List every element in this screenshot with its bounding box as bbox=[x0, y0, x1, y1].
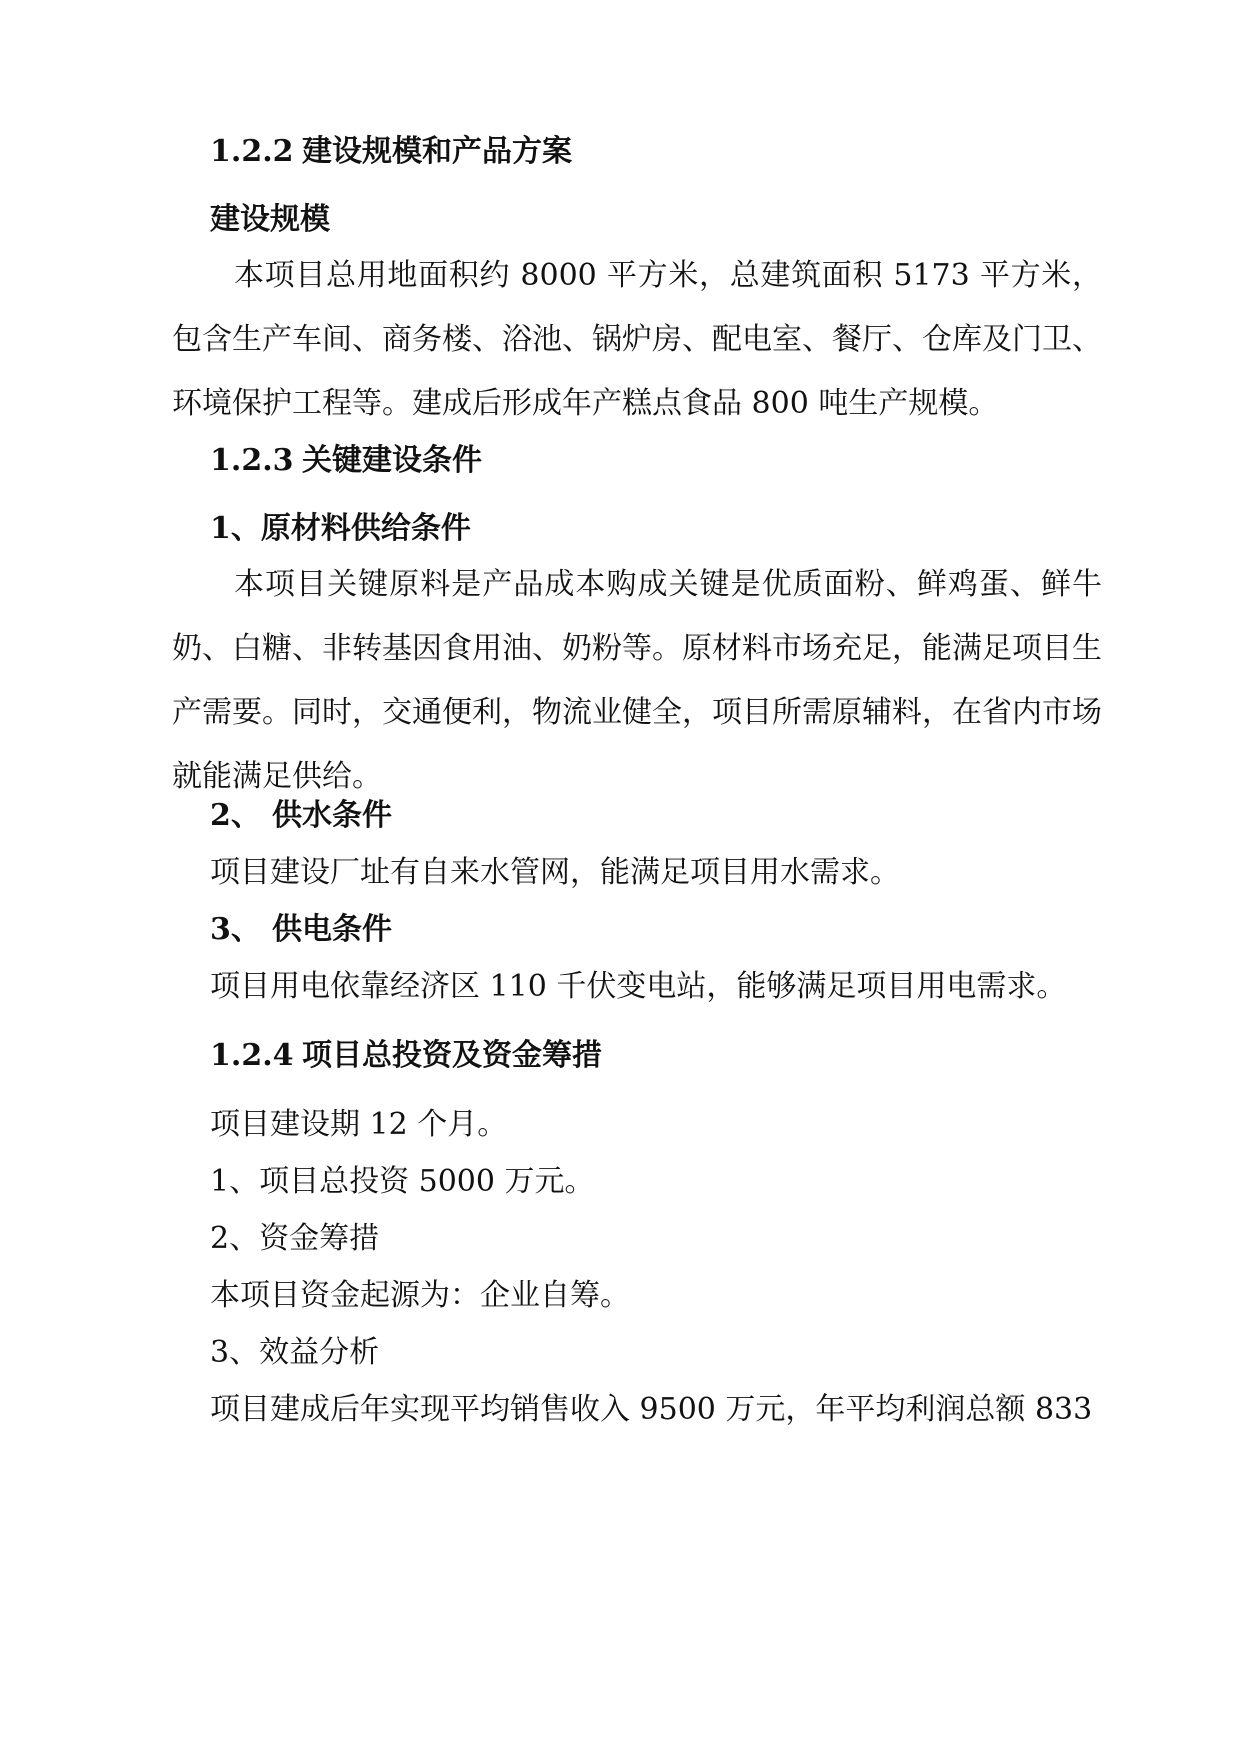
item-number: 3、 bbox=[210, 912, 261, 947]
subheading-power-supply bbox=[210, 910, 392, 950]
benefit-text: 项目建成后年实现平均销售收入 9500 万元，年平均利润总额 833 bbox=[210, 1392, 1093, 1427]
benefit-heading: 3、效益分析 bbox=[210, 1335, 380, 1370]
section-number: 1.2.3 bbox=[210, 443, 294, 478]
funding-source: 本项目资金起源为：企业自筹。 bbox=[210, 1278, 630, 1313]
paragraph-raw-material: 本项目关键原料是产品成本购成关键是优质面粉、鲜鸡蛋、鲜牛奶、白糖、非转基因食用油、奶粉等。原材料市场充足，能满足项目生产需要。同时，交通便利，物流业健全，项目所需原辅料，在省内市场就能满足供给。 bbox=[172, 567, 1102, 794]
subheading-construction-scale: 建设规模 bbox=[210, 202, 330, 237]
item-number: 2、 bbox=[210, 798, 261, 833]
section-title: 项目总投资及资金筹措 bbox=[302, 1038, 602, 1073]
section-heading-1-2-3 bbox=[210, 441, 482, 481]
section-title: 建设规模和产品方案 bbox=[302, 134, 572, 169]
subheading-raw-material: 1、原材料供给条件 bbox=[210, 511, 471, 546]
section-heading-1-2-2 bbox=[210, 132, 572, 172]
section-heading-1-2-4 bbox=[210, 1036, 602, 1076]
section-number: 1.2.2 bbox=[210, 134, 294, 169]
paragraph-construction-scale: 本项目总用地面积约 8000 平方米，总建筑面积 5173 平方米，包含生产车间、商务楼、浴池、锅炉房、配电室、餐厅、仓库及门卫、环境保护工程等。建成后形成年产糕点食品 800 吨生产规模。 bbox=[172, 258, 1102, 421]
item-title: 供电条件 bbox=[272, 912, 392, 947]
paragraph-power-supply: 项目用电依靠经济区 110 千伏变电站，能够满足项目用电需求。 bbox=[210, 969, 1067, 1004]
construction-period: 项目建设期 12 个月。 bbox=[210, 1107, 508, 1142]
item-title: 供水条件 bbox=[272, 798, 392, 833]
total-investment: 1、项目总投资 5000 万元。 bbox=[210, 1164, 595, 1199]
subheading-water-supply bbox=[210, 796, 392, 836]
funding-heading: 2、资金筹措 bbox=[210, 1221, 380, 1256]
paragraph-water-supply: 项目建设厂址有自来水管网，能满足项目用水需求。 bbox=[210, 855, 900, 890]
section-title: 关键建设条件 bbox=[302, 443, 482, 478]
section-number: 1.2.4 bbox=[210, 1038, 294, 1073]
